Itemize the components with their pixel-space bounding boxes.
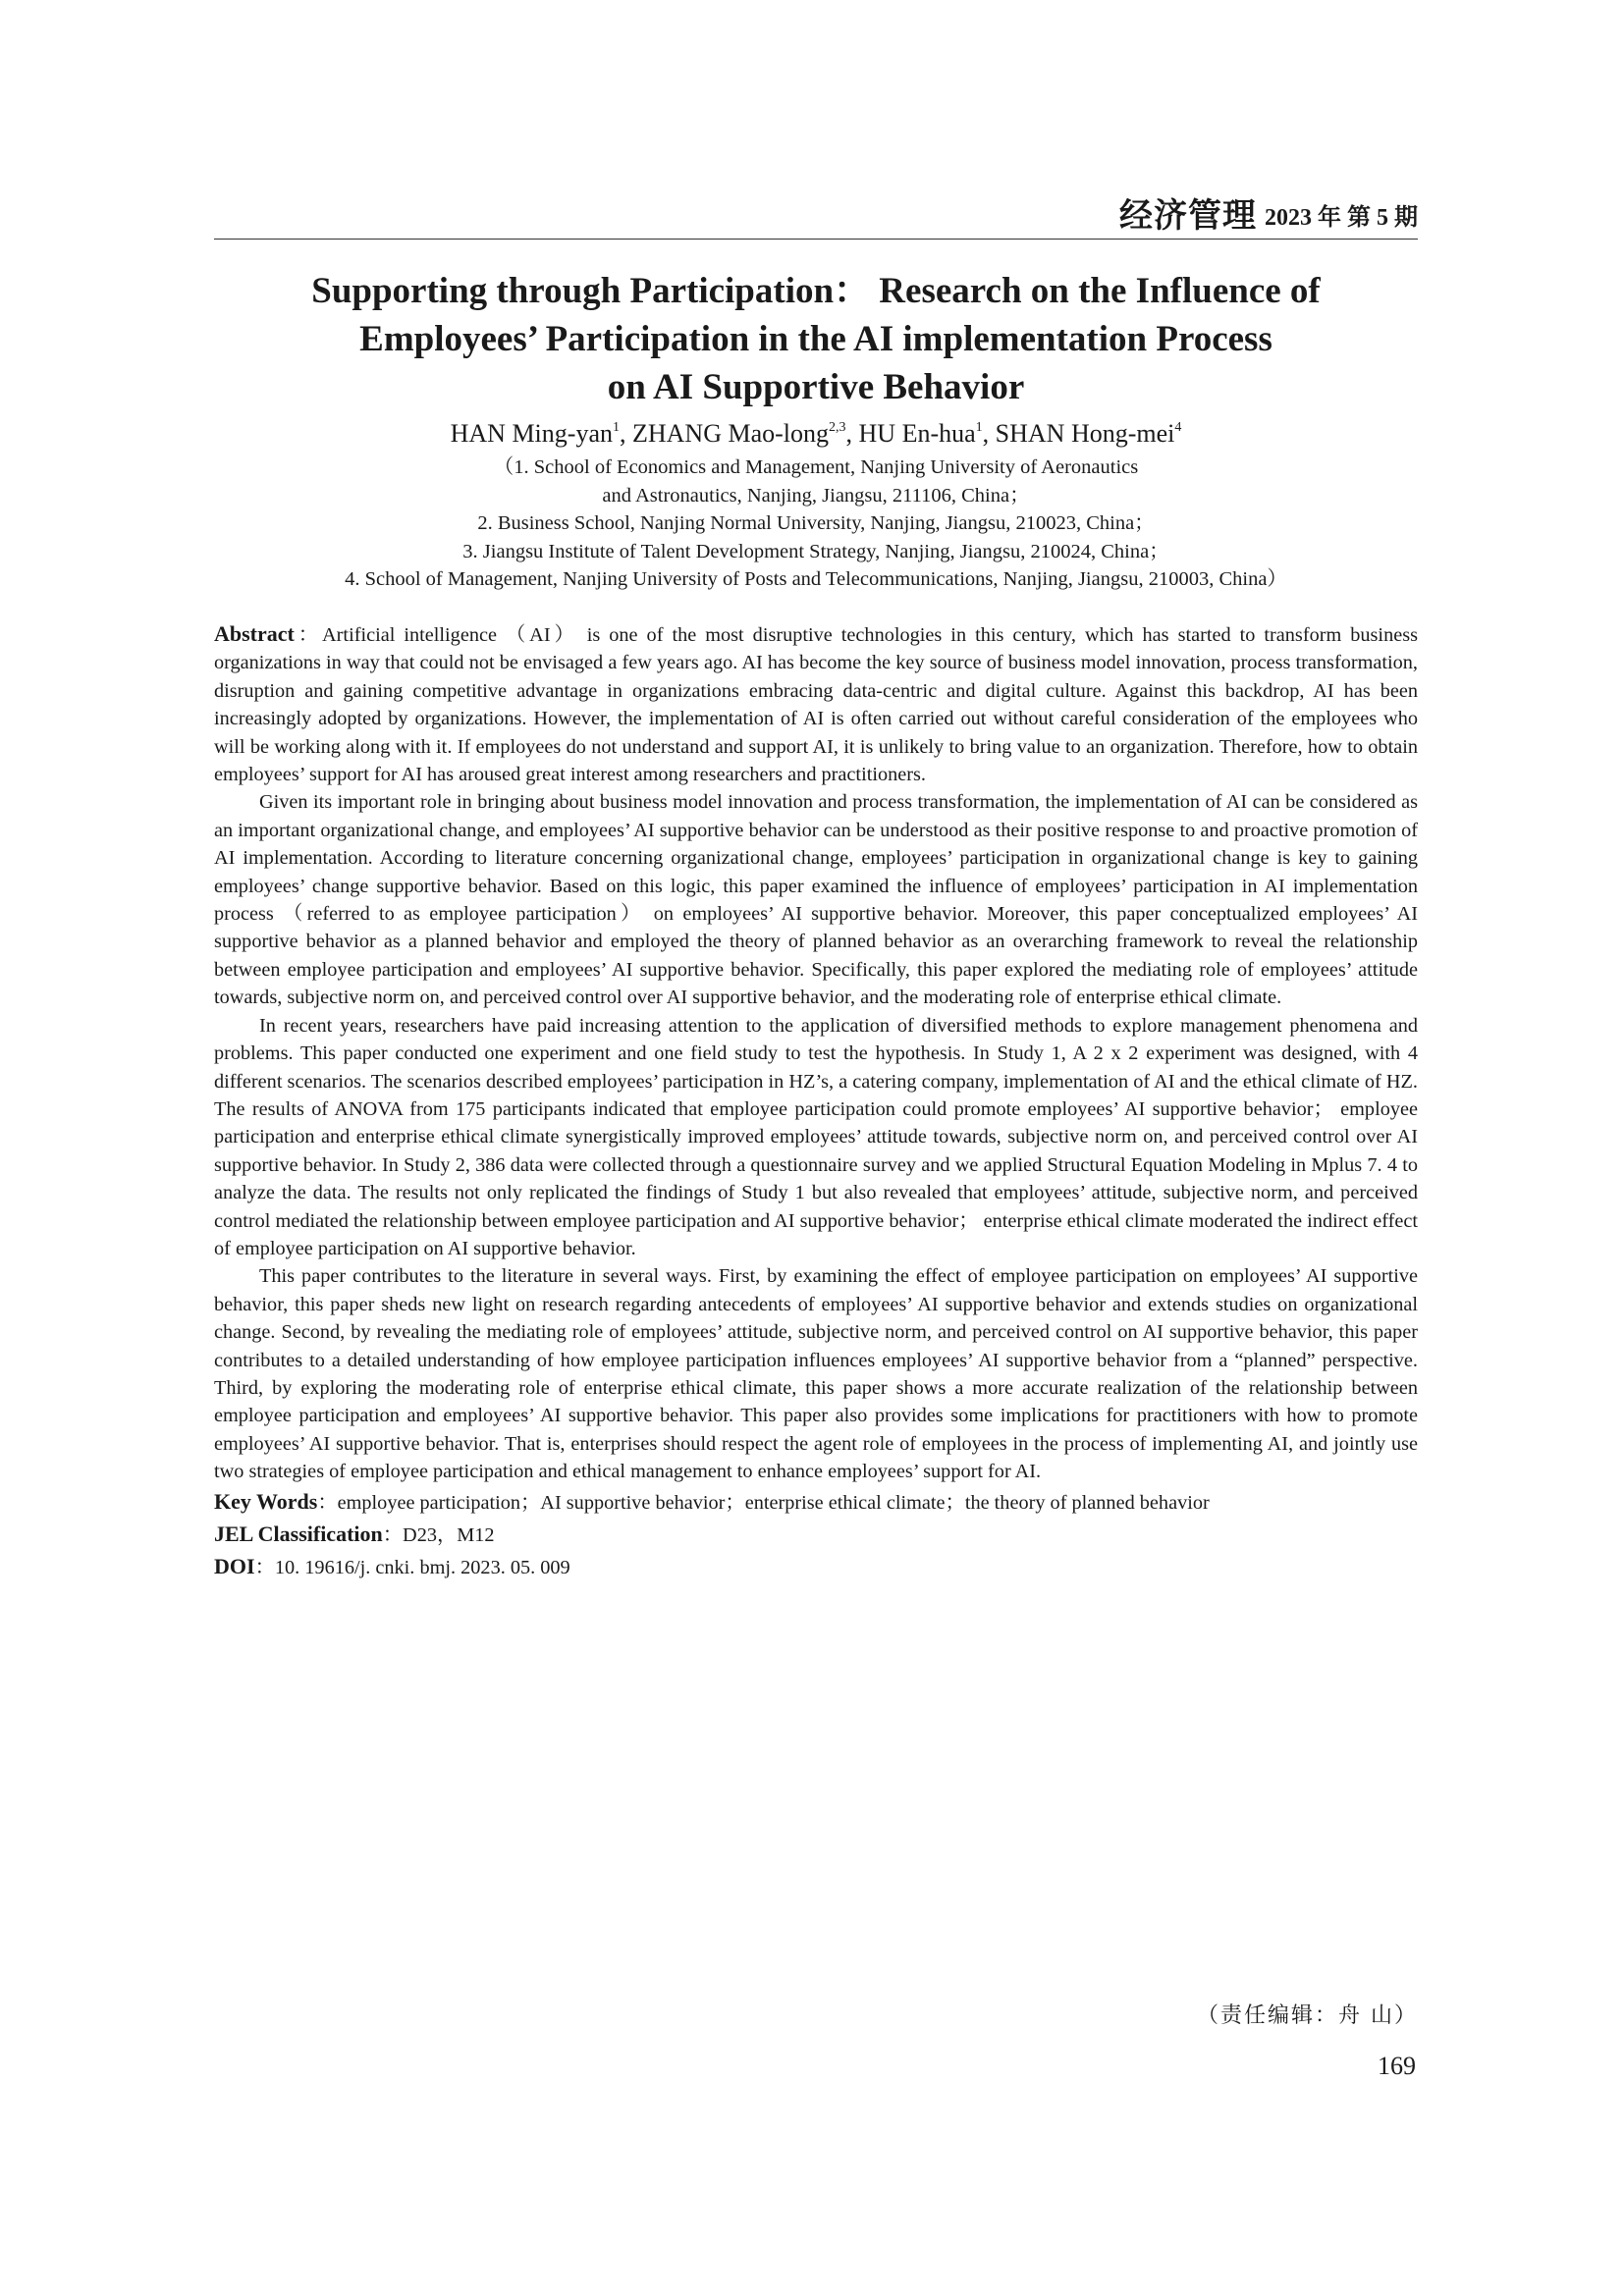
author-name: ZHANG Mao-long	[631, 419, 830, 448]
abstract-text: Artificial intelligence （AI） is one of the most disruptive technologies in this century, which has started to transform business organizations in way that could not be envisaged a few years ago. AI has become the key source of business model innovation, process transformation, disruption and gaining competitive advantage in organizations embracing data-centric and digital culture. Against this backdrop, AI has been increasingly adopted by organizations. However, the implementation of AI is often carried out without careful consideration of the employees who will be working along with it. If employees do not understand and support AI, it is unlikely to bring value to an organization. Therefore, how to obtain employees’ support for AI has aroused great interest among researchers and practitioners.	[214, 624, 1418, 786]
abstract-paragraph: In recent years, researchers have paid increasing attention to the application of diversified methods to explore management phenomena and problems. This paper conducted one experiment and one field study to test the hypothesis. In Study 1, A 2 x 2 experiment was designed, with 4 different scenarios. The scenarios described employees’ participation in HZ’s, a catering company, implementation of AI and the ethical climate of HZ. The results of ANOVA from 175 participants indicated that employee participation could promote employees’ AI supportive behavior； employee participation and enterprise ethical climate synergistically improved employees’ attitude towards, subjective norm on, and perceived control over AI supportive behavior. In Study 2, 386 data were collected through a questionnaire survey and we applied Structural Equation Modeling in Mplus 7. 4 to analyze the data. The results not only replicated the findings of Study 1 but also revealed that employees’ attitude, subjective norm, and perceived control mediated the relationship between employee participation and AI supportive behavior； enterprise ethical climate moderated the indirect effect of employee participation on AI supportive behavior.	[214, 1014, 1418, 1259]
doi-line	[214, 1551, 1418, 1583]
abstract-paragraph	[214, 620, 1418, 788]
author-name: SHAN Hong-mei	[995, 419, 1175, 448]
running-header	[214, 188, 1418, 240]
issue-info: 2023 年 第 5 期	[1265, 205, 1418, 232]
label-separator: ：	[382, 1523, 404, 1546]
label-separator: ：	[294, 624, 323, 646]
doi-text: 10. 19616/j. cnki. bmj. 2023. 05. 009	[274, 1556, 570, 1578]
journal-name: 经济管理	[1119, 196, 1257, 236]
affiliation-line: 4. School of Management, Nanjing University of Posts and Telecommunications, Nanjing, Jiangsu, 210003, China）	[345, 568, 1287, 590]
author-affiliation-mark: 1	[975, 420, 983, 435]
title-line: on AI Supportive Behavior	[607, 367, 1025, 407]
keywords-label: Key Words	[214, 1488, 318, 1514]
affiliation-list	[214, 454, 1418, 594]
title-line: Supporting through Participation： Research on the Influence of	[311, 271, 1321, 311]
affiliation-line: （1. School of Economics and Management, Nanjing University of Aeronautics	[493, 456, 1139, 478]
author-name: HAN Ming-yan	[450, 419, 613, 448]
author-affiliation-mark: 4	[1174, 420, 1182, 435]
keywords-line	[214, 1486, 1418, 1519]
author-affiliation-mark: 1	[612, 420, 620, 435]
abstract-label: Abstract	[214, 621, 295, 646]
author-list: HAN Ming-yan$^1$, ZHANG Mao-long$^{2,3}$, HU En-hua$^1$, SHAN Hong-mei$^4$	[450, 419, 1182, 448]
affiliation-line: 2. Business School, Nanjing Normal University, Nanjing, Jiangsu, 210023, China；	[477, 512, 1155, 534]
affiliation-line: 3. Jiangsu Institute of Talent Development Strategy, Nanjing, Jiangsu, 210024, China；	[462, 540, 1169, 562]
responsible-editor: （责任编辑：舟 山）	[1197, 2003, 1418, 2028]
abstract-paragraph: Given its important role in bringing about business model innovation and process transformation, the implementation of AI can be considered as an important organizational change, and employees’ AI supportive behavior can be understood as their positive response to and proactive promotion of AI implementation. According to literature concerning organizational change, employees’ participation in organizational change is key to gaining employees’ change supportive behavior. Based on this logic, this paper examined the influence of employees’ participation in AI implementation process （referred to as employee participation） on employees’ AI supportive behavior. Moreover, this paper conceptualized employees’ AI supportive behavior as a planned behavior and employed the theory of planned behavior as an overarching framework to reveal the relationship between employee participation and employees’ AI supportive behavior. Specifically, this paper explored the mediating role of employees’ attitude towards, subjective norm on, and perceived control over AI supportive behavior, and the moderating role of enterprise ethical climate.	[214, 791, 1418, 1009]
doi-label: DOI	[214, 1553, 255, 1578]
jel-line	[214, 1519, 1418, 1551]
label-separator: ：	[317, 1491, 338, 1514]
keywords-text: employee participation；AI supportive behavior；enterprise ethical climate；the theory of planned behavior	[337, 1491, 1210, 1514]
abstract-paragraph: This paper contributes to the literature in several ways. First, by examining the effect of employee participation on employees’ AI supportive behavior, this paper sheds new light on research regarding antecedents of employees’ AI supportive behavior and extends studies on organizational change. Second, by revealing the mediating role of employees’ attitude, subjective norm, and perceived control on AI supportive behavior, this paper contributes to a detailed understanding of how employee participation influences employees’ AI supportive behavior from a “planned” perspective. Third, by exploring the moderating role of enterprise ethical climate, this paper shows a more accurate realization of the relationship between employee participation and employees’ AI supportive behavior. This paper also provides some implications for practitioners with how to promote employees’ AI supportive behavior. That is, enterprises should respect the agent role of employees in the process of implementing AI, and jointly use two strategies of employee participation and ethical management to enhance employees’ support for AI.	[214, 1265, 1418, 1483]
title-line: Employees’ Participation in the AI implementation Process	[359, 319, 1272, 359]
article-title	[214, 267, 1418, 411]
abstract-section	[214, 620, 1418, 1583]
page-number: 169	[1378, 2052, 1416, 2080]
affiliation-line: and Astronautics, Nanjing, Jiangsu, 211106, China；	[602, 484, 1030, 507]
label-separator: ：	[254, 1556, 275, 1578]
jel-text: D23，M12	[403, 1523, 495, 1546]
author-name: HU En-hua	[858, 419, 976, 448]
author-affiliation-mark: 2,3	[829, 420, 846, 435]
jel-label: JEL Classification	[214, 1521, 383, 1546]
